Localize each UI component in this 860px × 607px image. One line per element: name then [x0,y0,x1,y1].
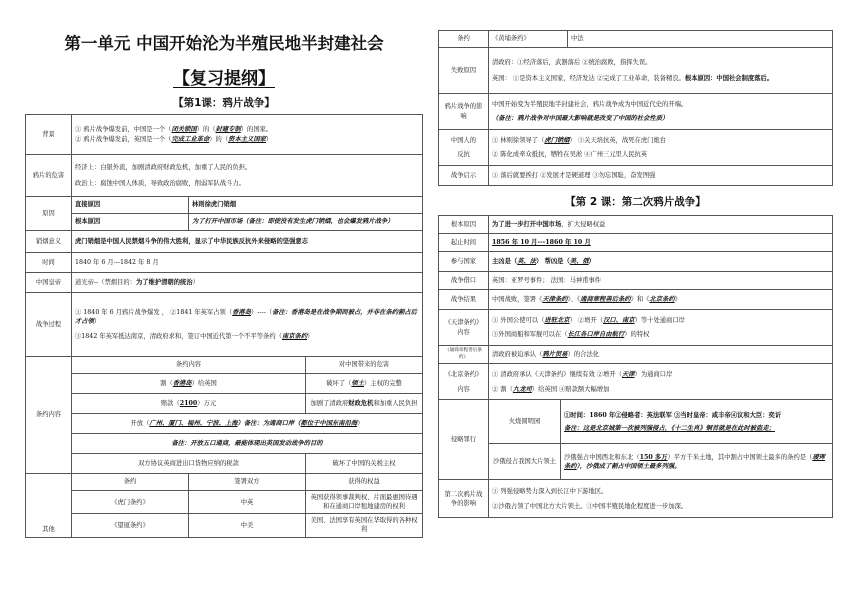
row-significance: 销烟意义 虎门销烟是中国人民禁烟斗争的伟大胜利，显示了中华民族反抗外来侵略的坚强意志 [26,231,423,253]
row-other-header: 其他 条约 签署双方 获得的权益 [26,474,423,491]
lesson2-table [438,215,833,518]
row-failure-reasons: 失败原因 清政府：①经济落后，武器落后 ②统治腐败，指挥失误。 英国： ①是资本主义国家，经济发达 ②完成了工业革命，装备精良。根本原因：中国社会制度落后。 [439,48,833,94]
row-l2-time: 起止时间 1856 年 10 月---1860 年 10 月 [439,234,833,252]
row-l2-excuse: 战争借口 英国：亚罗号事件； 法国：马神甫事件 [439,272,833,290]
row-l2-result: 战争结果 中国战败，签署《天津条约》、《通商章程善后条约》和《北京条约》 [439,290,833,310]
right-column [438,30,833,518]
row-l2-shanghou: 《通商章程善后条约》 清政府被迫承认（鸦片贸易）的合法化 [439,346,833,364]
row-l2-root: 根本原因 为了进一步打开中国市场，扩大侵略权益 [439,216,833,234]
row-war-lesson: 战争启示 ① 落后就要挨打 ②发展才是硬道理 ③勿忘国耻，奋发图强 [439,166,833,186]
row-other-1: 《虎门条约》 中英 英国获得领事裁判权、片面最惠国待遇和在通商口岸租地建房的权利 [26,491,423,514]
row-l2-countries: 参与国家 主凶是（英、法） 帮凶是（美、俄） [439,252,833,272]
row-war-impact: 鸦片战争的影响 中国开始变为半殖民地半封建社会，鸦片战争成为中国近代史的开端。 （备注：鸦片战争对中国最大影响就是改变了中国的社会性质） [439,94,833,130]
lesson1-table [25,114,423,538]
row-treaty-4: 备注：开放五口通商，最能体现出英国发动战争的目的 [26,434,423,454]
row-resistance: 中国人的 反抗 ① 林则徐领导了（虎门销烟） ③关天培抗英，战死在虎门炮台 ② 陈化成牵众抵抗，牺牲在吴淞 ④广州三元里人民抗英 [439,130,833,166]
row-background: 背景 ① 鸦片战争爆发前，中国是一个（闭关锁国）的（封建专制）的国家。 ② 鸦片战争爆发前，英国是一个（完成工业革命）的（资本主义国家） [26,115,423,155]
row-treaty-2: 赔款（2100）万元 加剧了清政府财政危机和加重人民负担 [26,394,423,414]
row-l2-tianjin: 《天津条约》内容 ① 外国公使可以（进驻北京） ②增开（汉口、南京）等十处通商口岸 ③外国商船和军舰可以在（长江各口岸自由航行）的特权 [439,310,833,346]
row-cause-root: 根本原因 为了打开中国市场（备注：即使没有发生虎门销烟，也会爆发鸦片战争） [26,214,423,231]
lesson2-heading: 【第 2 课：第二次鸦片战争】 [565,196,706,208]
row-treaty-3: 开放（广州、厦门、福州、宁波、上海）备注：为通商口岸（都位于中国东南沿海） [26,414,423,434]
row-time: 时间 1840 年 6 月---1842 年 8 月 [26,253,423,273]
row-l2-atrocity-1: 侵略罪行 火烧圆明园 ①时间：1860 年②侵略者：英法联军 ③当时皇帝：咸丰帝④议和大臣：奕䜣 备注：这是北京城第一次被列强侵占，《十二生肖》铜首就是在此时被盗走； [439,400,833,444]
row-treaty-1: 割（香港岛）给英国 破坏了（领土）主权的完整 [26,374,423,394]
row-treaty-5: 双方协议英商进出口货物应纳的税款 破坏了中国的关税主权 [26,454,423,474]
row-other-2: 《望厦条约》 中美 美国、法国享有英国在华取得的各种权利 [26,514,423,537]
row-cause-direct: 原因 直接原因 林则徐虎门销烟 [26,197,423,214]
review-heading: 【复习提纲】 [173,69,275,89]
lesson1-continued-table [438,30,833,186]
left-column [25,28,423,538]
row-huangpu: 条约 《黄埔条约》 中法 [439,31,833,48]
row-treaty-header: 条约内容 条约内容 对中国带来的危害 [26,357,423,374]
unit-title: 第一单元 中国开始沦为半殖民地半封建社会 [64,34,384,53]
row-process: 战争过程 ① 1840 年 6 月鸦片战争爆发 ， ②1841 年英军占领（香港岛）----（备注：香港岛是在战争期间被占，并非在条约割占后才占领） ③1842 年英军抵达南京，清政府求和，签订中国近代第一个不平等条约（南京条约） [26,293,423,357]
row-l2-impact: 第二次鸦片战争的影响 ① 列强侵略势力深入到长江中下游地区。 ②沙俄占领了中国北方大片领土。③中国半殖民地化程度进一步加深。 [439,480,833,518]
row-emperor: 中国皇帝 道光帝--（禁烟目的：为了维护清朝的统治） [26,273,423,293]
lesson1-heading: 【第1课：鸦片战争】 [173,97,275,109]
row-l2-beijing: 《北京条约》 内容 ① 清政府承认《天津条约》继续有效 ②增开（天津）为通商口岸 ② 割（九龙司）给英国 ④赔款额大幅增加 [439,364,833,400]
row-l2-atrocity-2: 沙俄侵占我国大片领土 沙俄强占中国西北和东北（150 多万）平方千米土地，其中割占中国领土最多的条约是（瑷珲条约），沙俄成了割占中国领土最多列强。 [439,444,833,480]
row-harm: 鸦片的危害 经济上：白银外流，加剧清政府财政危机，加重了人民的负担。 政治上：腐蚀中国人体质，导致政治腐败，削弱军队战斗力。 [26,155,423,197]
